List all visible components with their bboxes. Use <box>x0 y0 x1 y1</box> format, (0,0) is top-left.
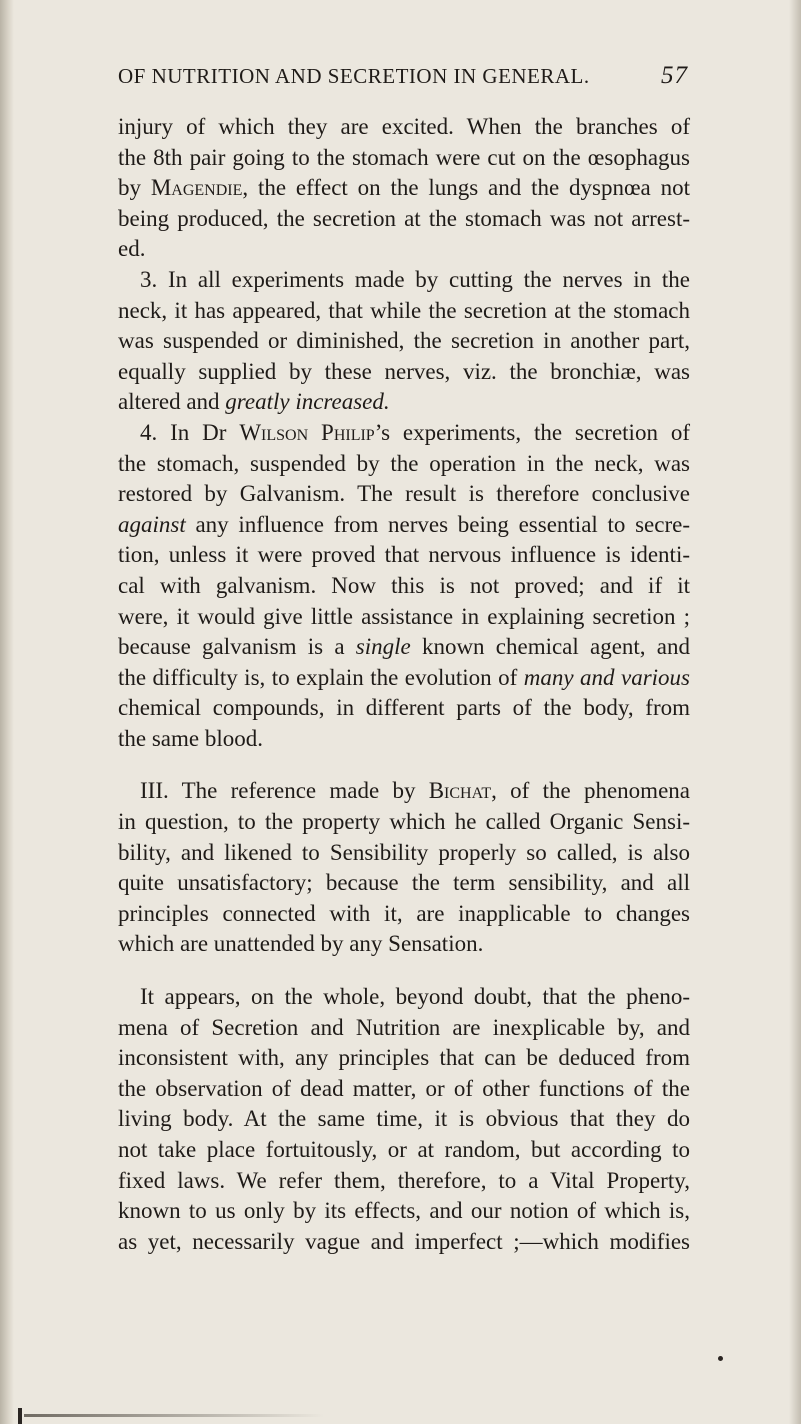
text-line: was suspended or diminished, the secretion in another part, <box>118 328 690 354</box>
text-line: quite unsatisfactory; because the term sensibility, and all <box>118 870 690 896</box>
paragraph-conclusion <box>118 982 690 1257</box>
text-line: mena of Secretion and Nutrition are inexplicable by, and <box>118 1014 690 1040</box>
text-line: tion, unless it were proved that nervous influence is identi- <box>118 542 690 568</box>
text-line: because galvanism is a single known chemical agent, and <box>118 634 690 660</box>
paragraph-point-3 <box>118 265 690 418</box>
text-line: against any influence from nerves being essential to secre- <box>118 511 690 537</box>
page-number: 57 <box>661 62 688 89</box>
text-line: by Magendie, the effect on the lungs and the dyspnœa not <box>118 175 690 201</box>
page-header <box>118 64 688 98</box>
text-line: known to us only by its effects, and our notion of which is, <box>118 1198 690 1224</box>
emphasis: against <box>118 511 186 537</box>
text-line: bility, and likened to Sensibility properly so called, is also <box>118 839 690 865</box>
text-line: III. The reference made by Bichat, of the phenomena <box>140 778 690 804</box>
text-line: the 8th pair going to the stomach were cut on the œsophagus <box>118 144 690 170</box>
text-line: as yet, necessarily vague and imperfect ;—which modifies <box>118 1228 690 1254</box>
print-speck <box>718 1356 723 1361</box>
text-line: which are unattended by any Sensation. <box>118 931 484 957</box>
text-line: in question, to the property which he called Organic Sensi- <box>118 809 690 835</box>
emphasis: greatly increased. <box>225 389 390 415</box>
text-line: not take place fortuitously, or at random, but according to <box>118 1137 690 1162</box>
text-line: restored by Galvanism. The result is therefore conclusive <box>118 481 690 507</box>
emphasis: many and various <box>523 664 690 690</box>
paragraph-continued <box>118 112 690 265</box>
text-line: living body. At the same time, it is obvious that they do <box>118 1106 690 1132</box>
paragraph-gap <box>118 754 690 776</box>
text-line: equally supplied by these nerves, viz. the bronchiæ, was <box>118 358 690 384</box>
text-line: 4. In Dr Wilson Philip’s experiments, the secretion of <box>140 419 690 445</box>
page-edge-left <box>0 0 14 1424</box>
page-edge-right <box>789 0 801 1424</box>
text-line: 3. In all experiments made by cutting the nerves in the <box>140 266 690 292</box>
text-line: the observation of dead matter, or of other functions of the <box>118 1075 690 1101</box>
corner-mark <box>18 1408 22 1424</box>
paragraph-gap <box>118 960 690 982</box>
text-line: chemical compounds, in different parts of the body, from <box>118 695 690 721</box>
emphasis: single <box>355 634 411 660</box>
text-line: ed. <box>118 236 146 262</box>
text-line: injury of which they are excited. When the branches of <box>118 114 690 139</box>
text-line: the same blood. <box>118 725 263 751</box>
text-line: cal with galvanism. Now this is not proved; and if it <box>118 572 690 598</box>
text-line: fixed laws. We refer them, therefore, to a Vital Property, <box>118 1167 690 1193</box>
bottom-edge-shadow <box>24 1414 324 1417</box>
text-line: the stomach, suspended by the operation in the neck, was <box>118 450 690 476</box>
text-line: altered and greatly increased. <box>118 389 390 415</box>
author-name: Bichat <box>428 778 492 804</box>
author-name: Wilson Philip <box>239 419 375 445</box>
text-line: neck, it has appeared, that while the secretion at the stomach <box>118 297 690 323</box>
text-line: were, it would give little assistance in explaining secretion ; <box>118 603 690 629</box>
text-line: It appears, on the whole, beyond doubt, that the pheno- <box>140 984 690 1010</box>
text-line: the difficulty is, to explain the evolution of many and various <box>118 664 690 690</box>
body-text <box>118 112 690 1257</box>
text-line: being produced, the secretion at the stomach was not arrest- <box>118 205 690 231</box>
paragraph-section-iii <box>118 776 690 960</box>
text-line: inconsistent with, any principles that can be deduced from <box>118 1045 690 1071</box>
running-head: OF NUTRITION AND SECRETION IN GENERAL. <box>118 64 590 88</box>
paragraph-point-4 <box>118 418 690 755</box>
text-line: principles connected with it, are inapplicable to changes <box>118 900 690 926</box>
author-name: Magendie <box>150 175 243 201</box>
